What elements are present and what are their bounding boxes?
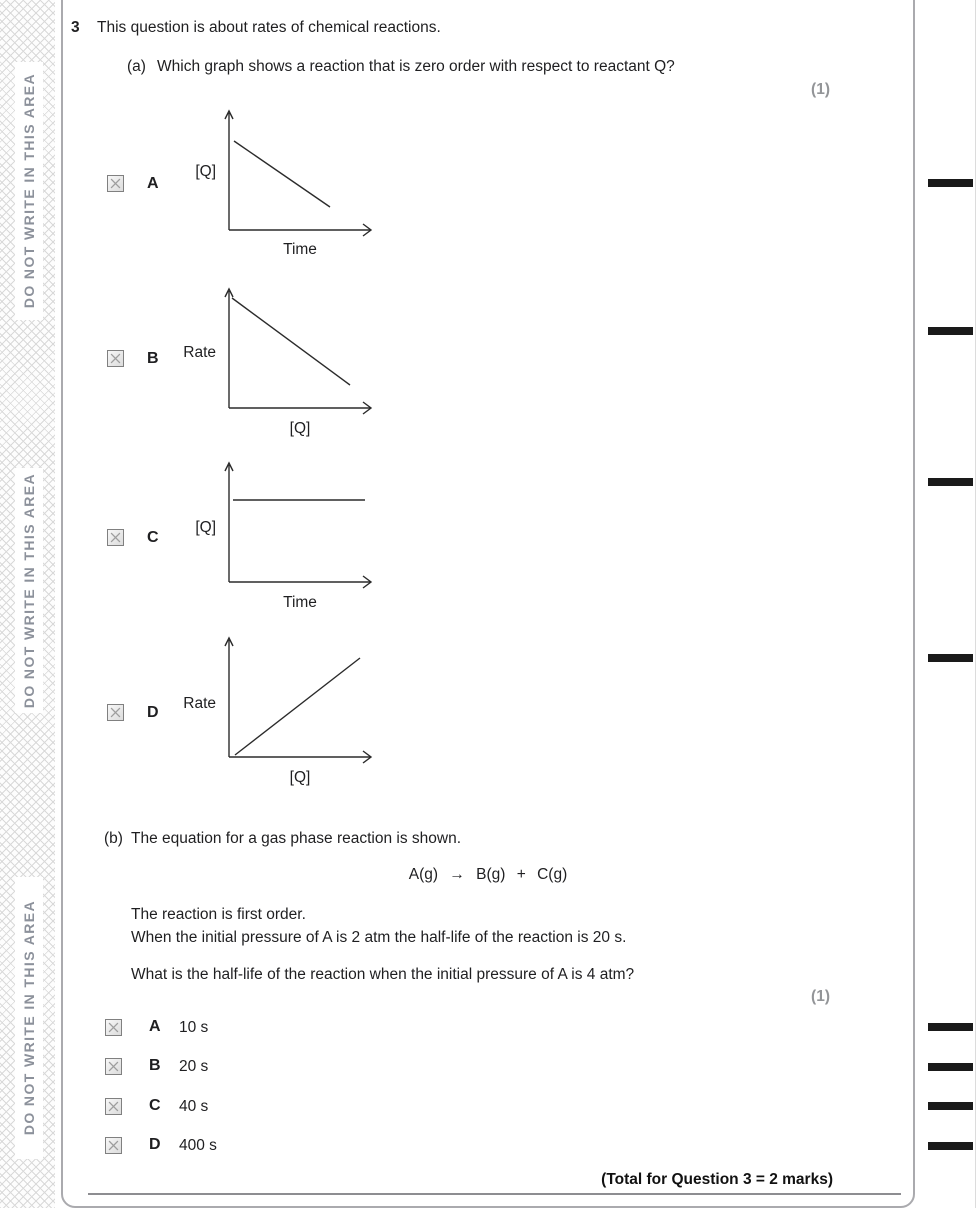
do-not-write-watermark: DO NOT WRITE IN THIS AREA — [21, 900, 37, 1136]
graph-b-data-line — [232, 298, 350, 385]
answer-checkbox-b-a[interactable] — [105, 1019, 122, 1036]
graph-a-plot — [220, 106, 380, 238]
do-not-write-watermark: DO NOT WRITE IN THIS AREA — [21, 73, 37, 309]
answer-checkbox-b-b[interactable] — [105, 1058, 122, 1075]
option-b-letter-a: A — [149, 1018, 161, 1035]
question-total: (Total for Question 3 = 2 marks) — [601, 1171, 833, 1188]
part-b-question: What is the half-life of the reaction when the initial pressure of A is 4 atm? — [131, 966, 635, 983]
part-b-line1: The reaction is first order. — [131, 906, 306, 923]
part-b-label: (b) — [104, 830, 123, 847]
binding-mark — [928, 1063, 973, 1071]
watermark-strip — [15, 468, 43, 713]
x-mark-icon — [108, 530, 123, 545]
part-a-marks: (1) — [811, 81, 830, 98]
option-letter-c: C — [147, 529, 159, 546]
answer-checkbox-d[interactable] — [107, 704, 124, 721]
option-b-value-c: 40 s — [179, 1098, 209, 1115]
question-number: 3 — [71, 19, 80, 36]
option-b-letter-d: D — [149, 1136, 161, 1153]
option-letter-b: B — [147, 350, 159, 367]
graph-a-data-line — [234, 141, 330, 207]
binding-mark — [928, 327, 973, 335]
binding-mark — [928, 1102, 973, 1110]
binding-mark — [928, 179, 973, 187]
graph-d-y-axis-label: Rate — [183, 695, 216, 712]
x-mark-icon — [108, 705, 123, 720]
graph-b-plot — [220, 284, 380, 416]
x-mark-icon — [106, 1138, 121, 1153]
x-mark-icon — [108, 351, 123, 366]
do-not-write-watermark: DO NOT WRITE IN THIS AREA — [21, 472, 37, 709]
answer-checkbox-b-d[interactable] — [105, 1137, 122, 1154]
binding-mark — [928, 1142, 973, 1150]
binding-mark — [928, 654, 973, 662]
binding-mark — [928, 478, 973, 486]
option-letter-a: A — [147, 175, 159, 192]
x-mark-icon — [106, 1099, 121, 1114]
answer-checkbox-b-c[interactable] — [105, 1098, 122, 1115]
question-end-rule — [88, 1193, 901, 1195]
part-b-intro: The equation for a gas phase reaction is shown. — [131, 830, 462, 847]
graph-a-x-axis-label: Time — [283, 241, 317, 258]
option-b-letter-b: B — [149, 1057, 161, 1074]
answer-checkbox-b[interactable] — [107, 350, 124, 367]
watermark-strip — [15, 62, 43, 320]
option-letter-d: D — [147, 704, 159, 721]
option-b-value-d: 400 s — [179, 1137, 217, 1154]
option-b-value-a: 10 s — [179, 1019, 209, 1036]
graph-b-y-axis-label: Rate — [183, 344, 216, 361]
option-b-letter-c: C — [149, 1097, 161, 1114]
graph-c-plot — [220, 458, 380, 590]
answer-checkbox-a[interactable] — [107, 175, 124, 192]
graph-d-data-line — [235, 658, 360, 755]
x-mark-icon — [108, 176, 123, 191]
part-a-question: Which graph shows a reaction that is zero order with respect to reactant Q? — [157, 58, 675, 75]
answer-checkbox-c[interactable] — [107, 529, 124, 546]
binding-mark — [928, 1023, 973, 1031]
reaction-equation: A(g) → B(g) + C(g) — [408, 866, 568, 883]
graph-b-x-axis-label: [Q] — [289, 420, 311, 437]
part-b-line2: When the initial pressure of A is 2 atm the half-life of the reaction is 20 s. — [131, 929, 627, 946]
graph-d-x-axis-label: [Q] — [289, 769, 311, 786]
graph-c-x-axis-label: Time — [283, 594, 317, 611]
option-b-value-b: 20 s — [179, 1058, 209, 1075]
part-a-label: (a) — [127, 58, 146, 75]
graph-d-plot — [220, 633, 380, 765]
graph-c-y-axis-label: [Q] — [195, 519, 216, 536]
x-mark-icon — [106, 1059, 121, 1074]
x-mark-icon — [106, 1020, 121, 1035]
part-b-marks: (1) — [811, 988, 830, 1005]
watermark-strip — [15, 877, 43, 1159]
question-intro: This question is about rates of chemical reactions. — [97, 19, 441, 36]
graph-a-y-axis-label: [Q] — [195, 163, 216, 180]
